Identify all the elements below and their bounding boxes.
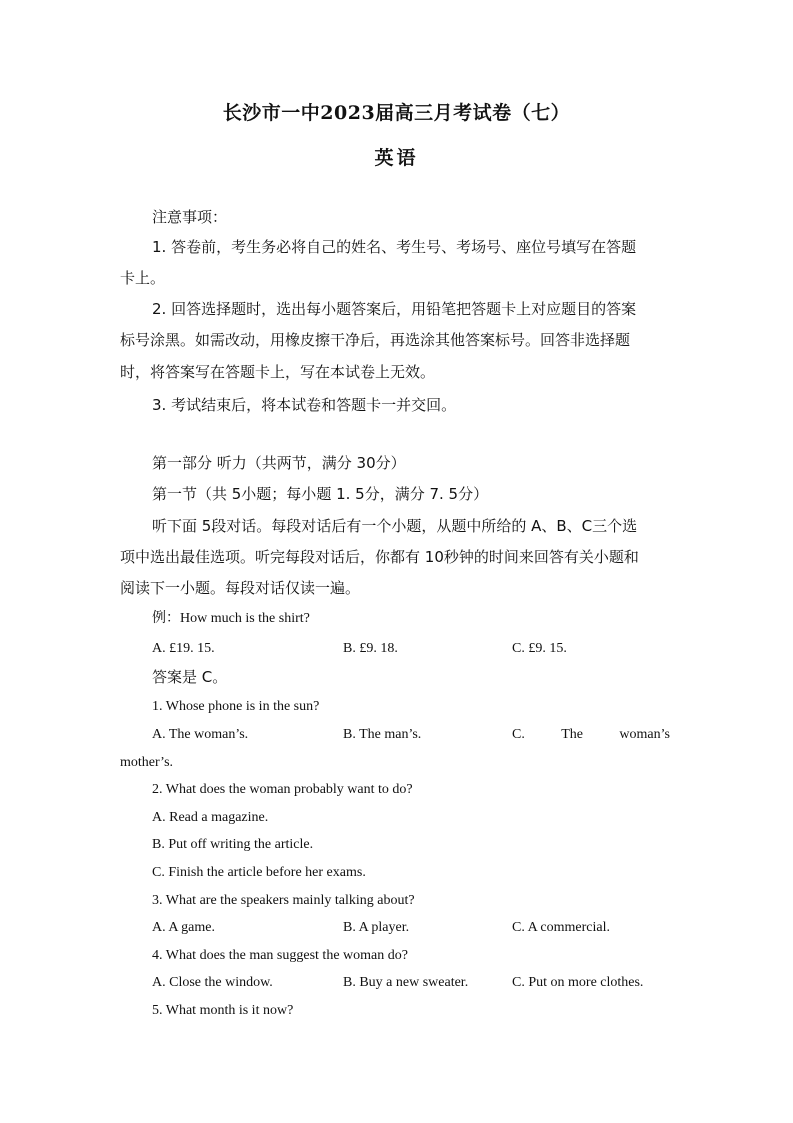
q1-option-b: B. The man’s. — [343, 727, 422, 742]
q4-option-c: C. Put on more clothes. — [512, 975, 644, 990]
q2-option-c: C. Finish the article before her exams. — [152, 865, 366, 880]
notice-heading: 注意事项： — [152, 208, 228, 226]
q3-option-b: B. A player. — [343, 920, 410, 935]
notice-item2-line1: 2. 回答选择题时，选出每小题答案后，用铅笔把答题卡上对应题目的答案 — [152, 300, 637, 318]
q2-option-a: A. Read a magazine. — [152, 810, 269, 825]
example-option-b: B. £9. 18. — [343, 641, 398, 656]
notice-item1-line2: 卡上。 — [120, 269, 166, 287]
q4-option-b: B. Buy a new sweater. — [343, 975, 469, 990]
notice-item1-line1: 1. 答卷前，考生务必将自己的姓名、考生号、考场号、座位号填写在答题 — [152, 238, 637, 256]
q4-option-a: A. Close the window. — [152, 975, 273, 990]
subject-title: 英语 — [374, 147, 419, 169]
example-option-a: A. £19. 15. — [152, 641, 215, 656]
instructions-line1: 听下面 5段对话。每段对话后有一个小题，从题中所给的 A、B、C三个选 — [152, 517, 638, 535]
question-1: 1. Whose phone is in the sun? — [152, 699, 320, 714]
notice-item3: 3. 考试结束后，将本试卷和答题卡一并交回。 — [152, 396, 457, 414]
example-option-c: C. £9. 15. — [512, 641, 567, 656]
part1-heading: 第一部分 听力（共两节，满分 30分） — [152, 454, 406, 472]
section1-heading: 第一节（共 5小题；每小题 1. 5分，满分 7. 5分） — [152, 485, 489, 503]
instructions-line2: 项中选出最佳选项。听完每段对话后，你都有 10秒钟的时间来回答有关小题和 — [120, 548, 639, 566]
exam-title: 长沙市一中2023届高三月考试卷（七） — [222, 102, 571, 124]
q1-option-c-word3: woman’s — [619, 727, 670, 742]
example-question: 例：How much is the shirt? — [152, 611, 310, 626]
question-3: 3. What are the speakers mainly talking about? — [152, 893, 415, 908]
question-5: 5. What month is it now? — [152, 1003, 294, 1018]
q1-option-a: A. The woman’s. — [152, 727, 249, 742]
instructions-line3: 阅读下一小题。每段对话仅读一遍。 — [120, 579, 361, 597]
q1-option-c — [512, 725, 670, 745]
q1-option-c-word2: The — [561, 727, 584, 742]
q1-option-c-word1: C. — [512, 727, 525, 742]
example-answer: 答案是 C。 — [152, 668, 228, 686]
notice-item2-line3: 时，将答案写在答题卡上，写在本试卷上无效。 — [120, 363, 436, 381]
question-4: 4. What does the man suggest the woman do? — [152, 948, 408, 963]
question-2: 2. What does the woman probably want to do? — [152, 782, 413, 797]
q3-option-c: C. A commercial. — [512, 920, 610, 935]
notice-item2-line2: 标号涂黑。如需改动，用橡皮擦干净后，再选涂其他答案标号。回答非选择题 — [120, 331, 631, 349]
q1-option-c-continued: mother’s. — [120, 755, 174, 770]
q3-option-a: A. A game. — [152, 920, 215, 935]
q2-option-b: B. Put off writing the article. — [152, 837, 314, 852]
